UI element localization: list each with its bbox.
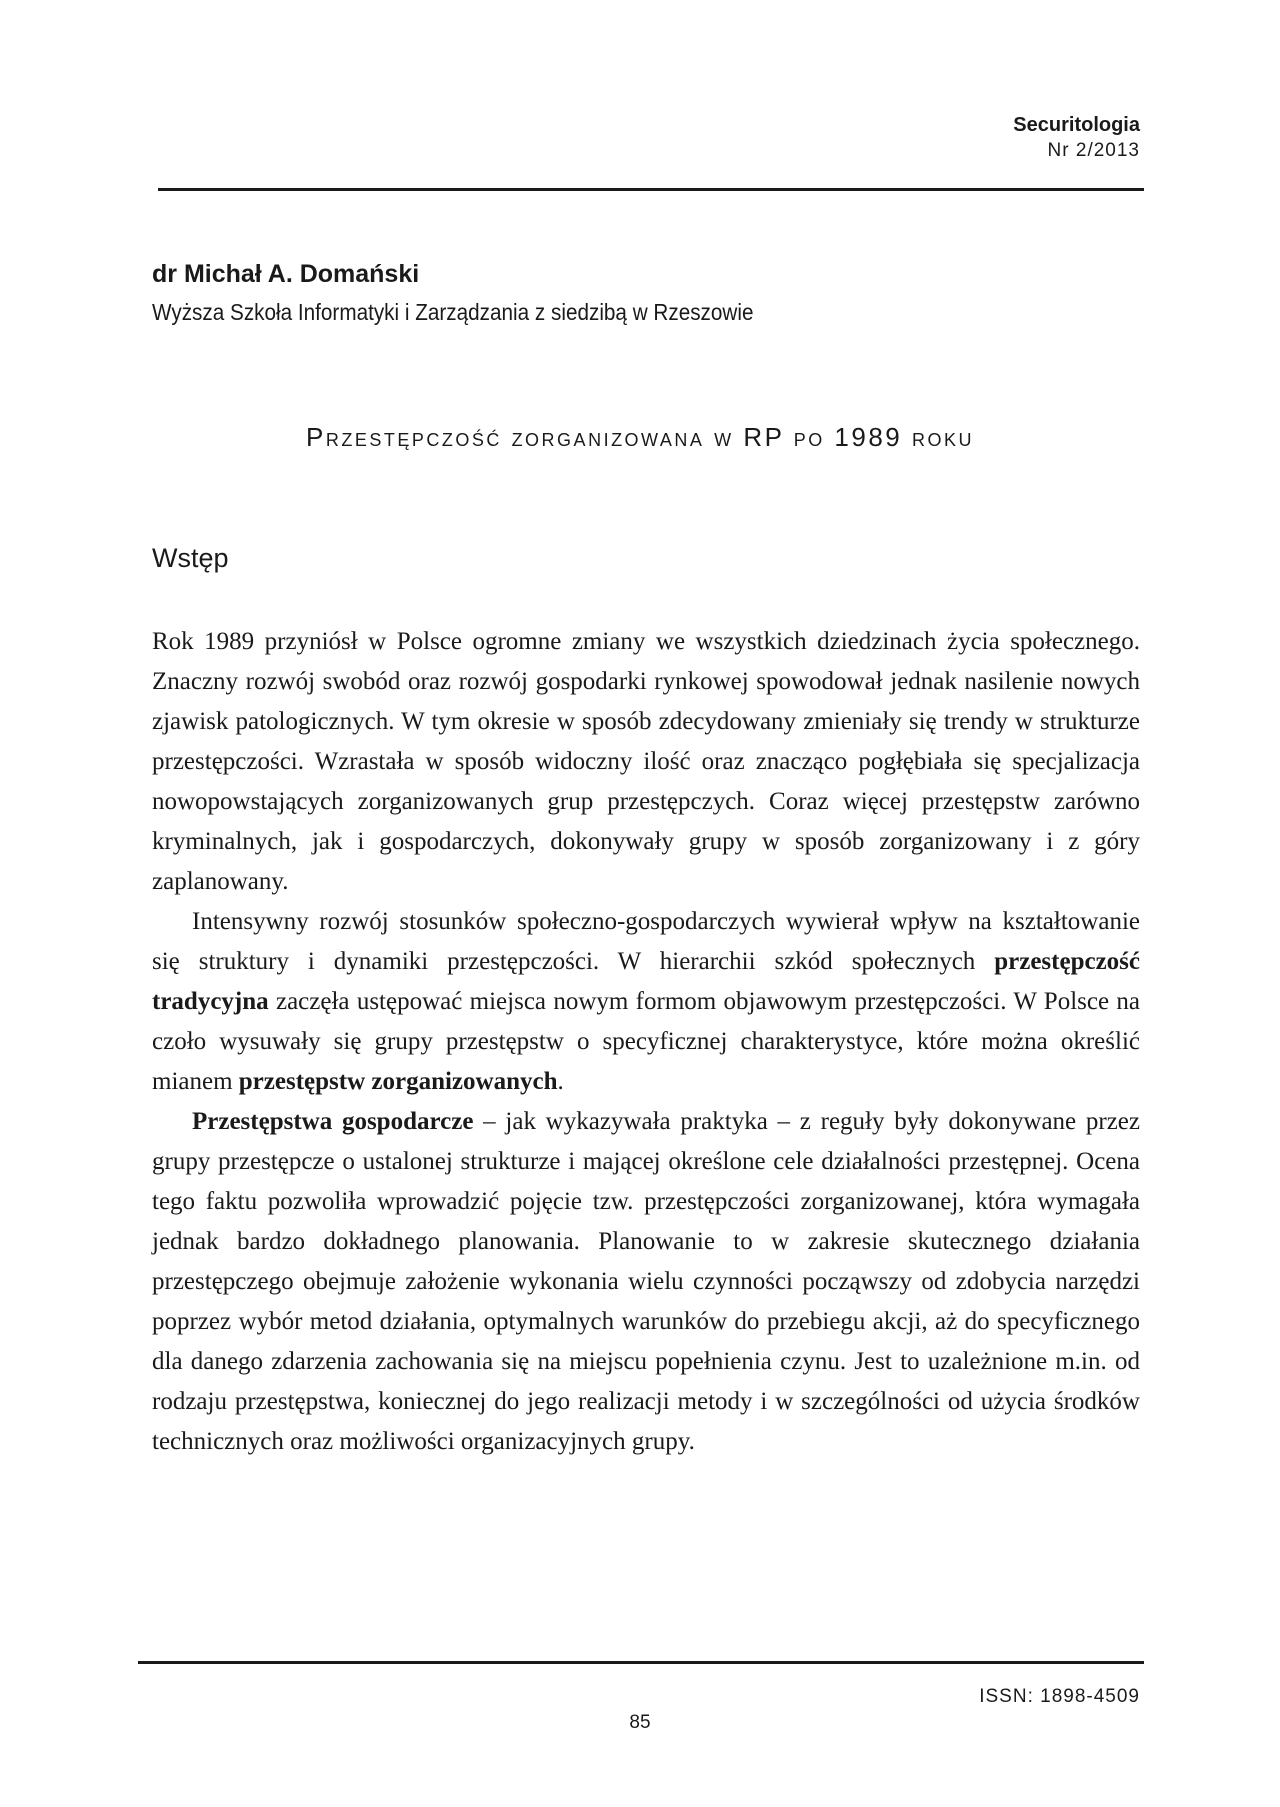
bold-term-organized-crimes: przestępstw zorganizowanych — [238, 1068, 558, 1095]
article-title: Przestępczość zorganizowana w RP po 1989 roku — [305, 422, 974, 452]
section-heading: Wstęp — [152, 543, 229, 573]
paragraph-3 — [152, 1102, 1140, 1462]
author-affiliation: Wyższa Szkoła Informatyki i Zarządzania z siedzibą w Rzeszowie — [152, 299, 754, 325]
author-name: dr Michał A. Domański — [152, 260, 420, 288]
page-number: 85 — [629, 1712, 651, 1733]
article-body — [152, 622, 1140, 1462]
journal-header — [1013, 112, 1140, 164]
header-rule — [158, 188, 1144, 191]
author-block — [152, 257, 820, 329]
paragraph-2-text-3: . — [557, 1068, 564, 1095]
bold-term-traditional-crime: przestępczość tradycyjna — [152, 948, 1140, 1015]
footer-rule — [138, 1661, 1144, 1664]
journal-name: Securitologia — [1013, 114, 1140, 136]
paragraph-3-text: – jak wykazywała praktyka – z reguły były dokonywane przez grupy przestępcze o ustalonej strukturze i mającej określone cele działalności przestępnej. Ocena tego faktu pozwoliła wprowadzić pojęcie tzw. przestępczości zorganizowanej, która wymagała jednak bardzo dokładnego planowania. Planowanie to w zakresie skutecznego działania przestępczego obejmuje założenie wykonania wielu czynności począwszy od zdobycia narzędzi poprzez wybór metod działania, optymalnych warunków do przebiegu akcji, aż do specyficznego dla danego zdarzenia zachowania się na miejscu popełnienia czynu. Jest to uzależnione m.in. od rodzaju przestępstwa, koniecznej do jego realizacji metody i w szczególności od użycia środków technicznych oraz możliwości organizacyjnych grupy. — [152, 1108, 1140, 1455]
paragraph-2 — [152, 902, 1140, 1102]
paragraph-2-text-2: zaczęła ustępować miejsca nowym formom objawowym przestępczości. W Polsce na czoło wysuwały się grupy przestępstw o specyficznej charakterystyce, które można określić mianem — [152, 988, 1140, 1095]
paragraph-1: Rok 1989 przyniósł w Polsce ogromne zmiany we wszystkich dziedzinach życia społecznego. Znaczny rozwój swobód oraz rozwój gospodarki rynkowej spowodował jednak nasilenie nowych zjawisk patologicznych. W tym okresie w sposób zdecydowany zmieniały się trendy w strukturze przestępczości. Wzrastała w sposób widoczny ilość oraz znacząco pogłębiała się specjalizacja nowopowstających zorganizowanych grup przestępczych. Coraz więcej przestępstw zarówno kryminalnych, jak i gospodarczych, dokonywały grupy w sposób zorganizowany i z góry zaplanowany. — [152, 628, 1140, 895]
issn-label: ISSN: 1898-4509 — [979, 1686, 1140, 1707]
journal-issue: Nr 2/2013 — [1047, 140, 1140, 161]
paragraph-2-text-1: Intensywny rozwój stosunków społeczno-gospodarczych wywierał wpływ na kształtowanie się struktury i dynamiki przestępczości. W hierarchii szkód społecznych — [152, 908, 1140, 975]
bold-term-economic-crimes: Przestępstwa gospodarcze — [192, 1108, 474, 1135]
